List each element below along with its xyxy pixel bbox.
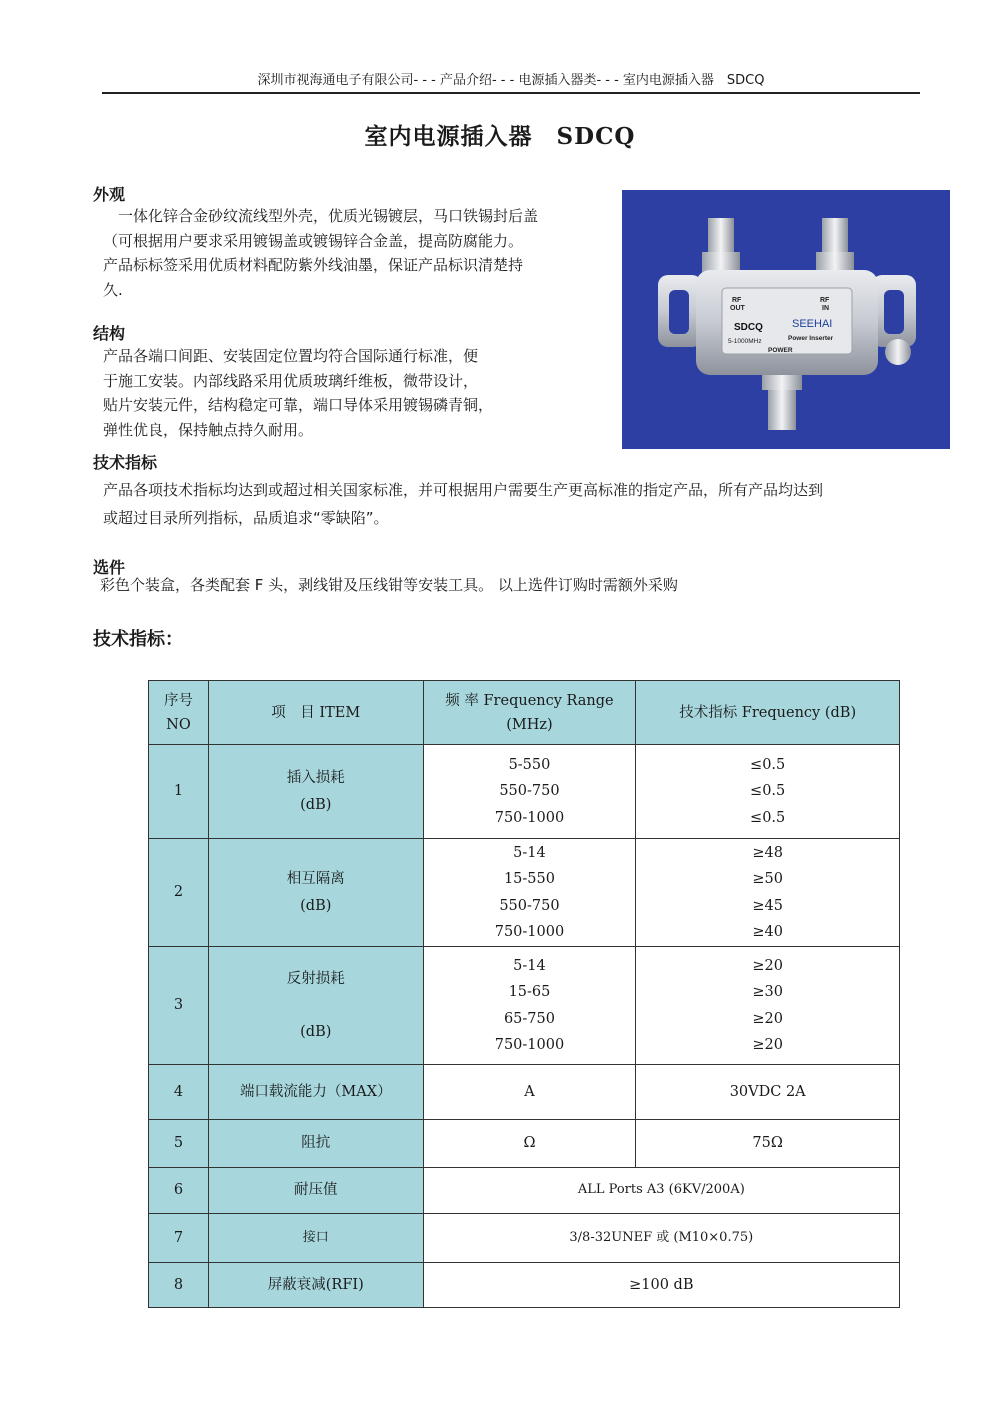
spec-table-title: 技术指标：	[93, 629, 183, 650]
spec-line: 或超过目录所列指标，品质追求“零缺陷”。	[103, 509, 389, 527]
options-heading: 选件	[93, 558, 126, 577]
svg-text:POWER: POWER	[768, 347, 793, 354]
cell-item: 端口载流能力（MAX）	[208, 1065, 423, 1120]
appearance-line: 一体化锌合金砂纹流线型外壳，优质光锡镀层，马口铁锡封后盖	[103, 207, 539, 225]
svg-text:IN: IN	[822, 305, 829, 312]
appearance-heading: 外观	[93, 185, 126, 204]
cell-spec: ≥48 ≥50 ≥45 ≥40	[636, 839, 900, 947]
cell-freq: A	[423, 1065, 636, 1120]
table-row	[149, 1168, 900, 1214]
table-row	[149, 839, 900, 947]
cell-item: 插入损耗 (dB)	[208, 745, 423, 839]
svg-text:RF: RF	[820, 297, 830, 304]
options-text: 彩色个装盒，各类配套 F 头，剥线钳及压线钳等安装工具。 以上选件订购时需额外采购	[100, 576, 678, 594]
svg-text:5-1000MHz: 5-1000MHz	[728, 338, 762, 345]
page-header: 深圳市视海通电子有限公司- - - 产品介绍- - - 电源插入器类- - - 室内电源插入器 SDCQ	[102, 70, 920, 94]
appearance-line: 久.	[103, 280, 123, 299]
cell-merged: ≥100 dB	[423, 1263, 899, 1308]
table-row	[149, 947, 900, 1065]
structure-line: 产品各端口间距、安装固定位置均符合国际通行标准，便	[103, 347, 479, 365]
cell-spec: 75Ω	[636, 1120, 900, 1168]
table-row	[149, 1120, 900, 1168]
cell-item: 阻抗	[208, 1120, 423, 1168]
cell-merged: 3/8-32UNEF 或 (M10×0.75)	[423, 1214, 899, 1263]
cell-no: 2	[149, 839, 209, 947]
cell-merged: ALL Ports A3 (6KV/200A)	[423, 1168, 899, 1214]
cell-spec: ≥20 ≥30 ≥20 ≥20	[636, 947, 900, 1065]
header-item: 项 目 ITEM	[208, 681, 423, 745]
cell-freq: 5-14 15-65 65-750 750-1000	[423, 947, 636, 1065]
cell-no: 6	[149, 1168, 209, 1214]
power-inserter-image	[622, 190, 950, 449]
appearance-line: （可根据用户要求采用镀锡盖或镀锡锌合金盖，提高防腐能力。	[103, 231, 524, 250]
spec-table	[148, 680, 900, 1308]
structure-text	[103, 344, 613, 442]
cell-no: 1	[149, 745, 209, 839]
cell-item: 相互隔离 (dB)	[208, 839, 423, 947]
spec-text	[103, 476, 963, 532]
cell-no: 3	[149, 947, 209, 1065]
cell-no: 5	[149, 1120, 209, 1168]
header-spec: 技术指标 Frequency (dB)	[636, 681, 900, 745]
cell-freq: Ω	[423, 1120, 636, 1168]
cell-no: 8	[149, 1263, 209, 1308]
svg-text:SEEHAI: SEEHAI	[792, 318, 833, 330]
header-freq: 频 率 Frequency Range (MHz)	[423, 681, 636, 745]
cell-item: 屏蔽衰减(RFI)	[208, 1263, 423, 1308]
structure-heading: 结构	[93, 324, 126, 343]
product-photo	[622, 190, 950, 449]
structure-line: 贴片安装元件，结构稳定可靠，端口导体采用镀锡磷青铜，	[103, 396, 494, 414]
cell-freq: 5-14 15-550 550-750 750-1000	[423, 839, 636, 947]
table-row	[149, 1263, 900, 1308]
header-no: 序号 NO	[149, 681, 209, 745]
svg-text:Power Inserter: Power Inserter	[788, 335, 834, 342]
spec-heading: 技术指标	[93, 453, 158, 472]
cell-spec: 30VDC 2A	[636, 1065, 900, 1120]
cell-no: 7	[149, 1214, 209, 1263]
spec-line: 产品各项技术指标均达到或超过相关国家标准，并可根据用户需要生产更高标准的指定产品，所有产品均达到	[103, 481, 824, 499]
svg-text:RF: RF	[732, 297, 742, 304]
appearance-text	[103, 204, 613, 302]
table-row	[149, 1214, 900, 1263]
table-header-row	[149, 681, 900, 745]
cell-item: 耐压值	[208, 1168, 423, 1214]
page-title: 室内电源插入器 SDCQ	[364, 123, 636, 150]
structure-line: 弹性优良，保持触点持久耐用。	[103, 420, 314, 439]
cell-no: 4	[149, 1065, 209, 1120]
svg-text:SDCQ: SDCQ	[734, 322, 763, 333]
cell-freq: 5-550 550-750 750-1000	[423, 745, 636, 839]
table-row	[149, 745, 900, 839]
structure-line: 于施工安装。内部线路采用优质玻璃纤维板，微带设计，	[103, 371, 479, 390]
table-row	[149, 1065, 900, 1120]
appearance-line: 产品标标签采用优质材料配防紫外线油墨，保证产品标识清楚持	[103, 256, 524, 274]
svg-text:OUT: OUT	[730, 305, 745, 312]
cell-spec: ≤0.5 ≤0.5 ≤0.5	[636, 745, 900, 839]
cell-item: 接口	[208, 1214, 423, 1263]
cell-item: 反射损耗 (dB)	[208, 947, 423, 1065]
